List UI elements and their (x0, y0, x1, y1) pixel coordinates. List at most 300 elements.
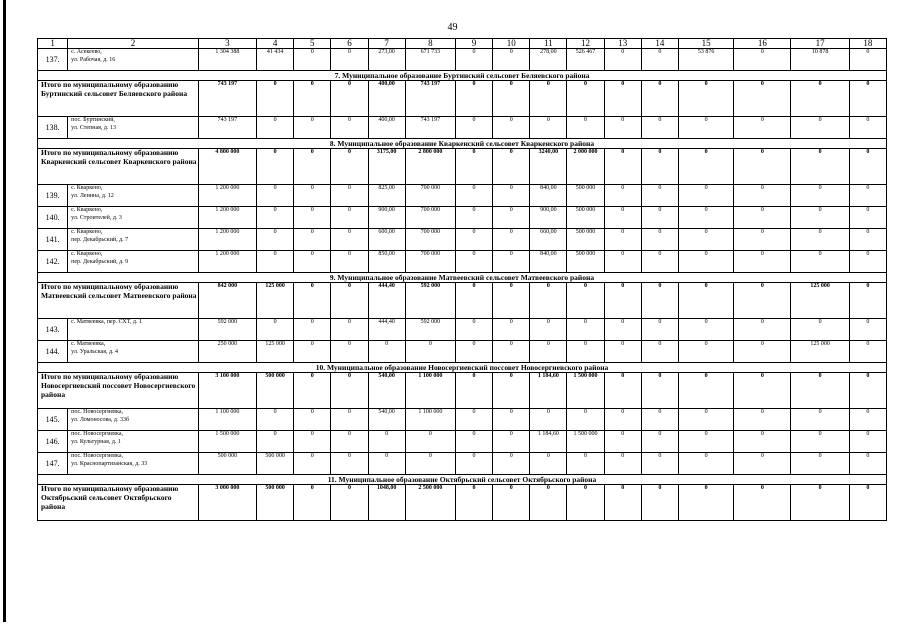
value-cell: 0 (455, 373, 492, 409)
address-cell: с. Кваркено, ул. Строителей, д. 3 (68, 207, 199, 229)
value-cell: 0 (331, 207, 368, 229)
value-cell: 0 (455, 81, 492, 117)
value-cell: 0 (530, 453, 567, 475)
value-cell: 0 (493, 117, 530, 139)
value-cell: 0 (455, 49, 492, 71)
table-row (38, 431, 887, 453)
value-cell: 0 (493, 229, 530, 251)
section-heading-row (38, 475, 887, 485)
value-cell: 0 (641, 229, 678, 251)
value-cell: 0 (331, 485, 368, 521)
value-cell: 0 (849, 283, 886, 319)
value-cell: 0 (493, 373, 530, 409)
value-cell: 0 (604, 49, 641, 71)
value-cell: 0 (678, 283, 733, 319)
subtotal-row (38, 373, 887, 409)
column-number-cell: 5 (294, 39, 331, 49)
value-cell: 0 (493, 81, 530, 117)
value-cell: 0 (734, 117, 791, 139)
section-title: 8. Муниципальное образование Кваркенский сельсовет Кваркенского района (38, 139, 887, 149)
subtotal-row (38, 283, 887, 319)
value-cell: 0 (405, 453, 455, 475)
value-cell: 0 (455, 283, 492, 319)
address-cell: пос. Буртинский, ул. Степная, д. 13 (68, 117, 199, 139)
value-cell: 0 (567, 453, 604, 475)
column-number-cell: 8 (405, 39, 455, 49)
value-cell: 0 (294, 185, 331, 207)
value-cell: 0 (604, 373, 641, 409)
value-cell: 0 (791, 207, 849, 229)
value-cell: 0 (734, 409, 791, 431)
value-cell: 0 (734, 81, 791, 117)
value-cell: 0 (493, 409, 530, 431)
value-cell: 0 (294, 81, 331, 117)
value-cell: 0 (641, 185, 678, 207)
table-row (38, 117, 887, 139)
value-cell: 0 (331, 185, 368, 207)
value-cell: 0 (791, 117, 849, 139)
value-cell: 0 (849, 49, 886, 71)
value-cell: 0 (567, 319, 604, 341)
value-cell: 0 (849, 409, 886, 431)
value-cell: 0 (493, 341, 530, 363)
column-number-cell: 1 (38, 39, 68, 49)
value-cell: 700 000 (405, 251, 455, 273)
value-cell: 0 (641, 453, 678, 475)
value-cell: 0 (641, 319, 678, 341)
value-cell: 0 (791, 229, 849, 251)
column-number-cell: 3 (198, 39, 256, 49)
value-cell: 500 000 (257, 373, 294, 409)
value-cell: 0 (567, 341, 604, 363)
value-cell: 500 000 (567, 229, 604, 251)
value-cell: 671 733 (405, 49, 455, 71)
column-number-cell: 17 (791, 39, 849, 49)
value-cell: 125 000 (791, 341, 849, 363)
value-cell: 0 (678, 341, 733, 363)
value-cell: 0 (734, 341, 791, 363)
value-cell: 0 (641, 409, 678, 431)
value-cell: 900,00 (530, 207, 567, 229)
value-cell: 0 (791, 431, 849, 453)
value-cell: 700 000 (405, 229, 455, 251)
column-number-cell: 6 (331, 39, 368, 49)
value-cell: 0 (257, 207, 294, 229)
section-heading-row (38, 273, 887, 283)
column-number-cell: 18 (849, 39, 886, 49)
value-cell: 500 000 (567, 185, 604, 207)
value-cell: 0 (791, 149, 849, 185)
value-cell: 743 197 (198, 117, 256, 139)
value-cell: 540,00 (368, 373, 405, 409)
value-cell: 0 (734, 229, 791, 251)
value-cell: 2 500 000 (405, 485, 455, 521)
value-cell: 0 (678, 373, 733, 409)
value-cell: 0 (641, 431, 678, 453)
value-cell: 0 (257, 149, 294, 185)
value-cell: 0 (849, 229, 886, 251)
row-number: 140. (38, 207, 68, 229)
value-cell: 1 200 000 (198, 229, 256, 251)
value-cell: 0 (678, 485, 733, 521)
value-cell: 0 (294, 149, 331, 185)
value-cell: 0 (604, 485, 641, 521)
value-cell: 0 (734, 453, 791, 475)
address-cell: пос. Новосергиевка, ул. Краснопартизанская, д. 33 (68, 453, 199, 475)
value-cell: 660,00 (530, 229, 567, 251)
value-cell: 0 (493, 185, 530, 207)
column-number-cell: 9 (455, 39, 492, 49)
value-cell: 840,00 (530, 251, 567, 273)
value-cell: 0 (678, 117, 733, 139)
table-row (38, 319, 887, 341)
value-cell: 0 (331, 229, 368, 251)
value-cell: 278,00 (530, 49, 567, 71)
value-cell: 0 (331, 373, 368, 409)
value-cell: 1 100 000 (405, 373, 455, 409)
value-cell: 0 (567, 81, 604, 117)
row-number: 145. (38, 409, 68, 431)
value-cell: 0 (455, 485, 492, 521)
value-cell: 0 (734, 319, 791, 341)
value-cell: 0 (678, 453, 733, 475)
value-cell: 0 (294, 49, 331, 71)
value-cell: 700 000 (405, 185, 455, 207)
subtotal-label: Итого по муниципальному образованию Буртинский сельсовет Беляевского района (38, 81, 199, 117)
value-cell: 0 (257, 319, 294, 341)
value-cell: 273,00 (368, 49, 405, 71)
row-number: 142. (38, 251, 68, 273)
value-cell: 0 (734, 373, 791, 409)
value-cell: 0 (331, 117, 368, 139)
value-cell: 0 (734, 283, 791, 319)
value-cell: 0 (530, 283, 567, 319)
value-cell: 0 (530, 117, 567, 139)
value-cell: 0 (678, 81, 733, 117)
row-number: 147. (38, 453, 68, 475)
value-cell: 0 (641, 341, 678, 363)
value-cell: 0 (849, 453, 886, 475)
value-cell: 0 (455, 319, 492, 341)
value-cell: 0 (849, 81, 886, 117)
section-heading-row (38, 71, 887, 81)
value-cell: 0 (455, 185, 492, 207)
value-cell: 0 (604, 229, 641, 251)
value-cell: 0 (604, 185, 641, 207)
value-cell: 1 184,60 (530, 373, 567, 409)
value-cell: 0 (331, 453, 368, 475)
value-cell: 2 800 000 (405, 149, 455, 185)
row-number: 137. (38, 49, 68, 71)
value-cell: 500 000 (567, 251, 604, 273)
value-cell: 0 (849, 185, 886, 207)
value-cell: 0 (331, 341, 368, 363)
value-cell: 850,00 (368, 251, 405, 273)
value-cell: 0 (641, 373, 678, 409)
value-cell: 400,00 (368, 117, 405, 139)
value-cell: 0 (604, 149, 641, 185)
value-cell: 1 100 000 (405, 409, 455, 431)
value-cell: 1048,00 (368, 485, 405, 521)
value-cell: 0 (791, 185, 849, 207)
value-cell: 500 000 (257, 485, 294, 521)
value-cell: 0 (604, 117, 641, 139)
value-cell: 0 (849, 149, 886, 185)
value-cell: 0 (493, 207, 530, 229)
value-cell: 0 (493, 319, 530, 341)
value-cell: 0 (294, 229, 331, 251)
value-cell: 600,00 (368, 229, 405, 251)
value-cell: 0 (493, 283, 530, 319)
row-number: 143. (38, 319, 68, 341)
value-cell: 0 (641, 81, 678, 117)
value-cell: 0 (294, 251, 331, 273)
value-cell: 0 (734, 431, 791, 453)
section-title: 11. Муниципальное образование Октябрьский сельсовет Октябрьского района (38, 475, 887, 485)
value-cell: 0 (493, 149, 530, 185)
value-cell: 0 (678, 229, 733, 251)
value-cell: 1 200 000 (198, 251, 256, 273)
value-cell: 743 197 (198, 81, 256, 117)
value-cell: 0 (331, 251, 368, 273)
value-cell: 0 (530, 341, 567, 363)
value-cell: 825,00 (368, 185, 405, 207)
value-cell: 0 (455, 341, 492, 363)
value-cell: 0 (530, 409, 567, 431)
value-cell: 0 (294, 431, 331, 453)
value-cell: 0 (567, 409, 604, 431)
value-cell: 0 (455, 207, 492, 229)
value-cell: 2 000 000 (567, 149, 604, 185)
value-cell: 1 200 000 (198, 185, 256, 207)
column-number-cell: 10 (493, 39, 530, 49)
value-cell: 0 (493, 49, 530, 71)
value-cell: 540,00 (368, 409, 405, 431)
value-cell: 0 (405, 341, 455, 363)
value-cell: 125 000 (257, 283, 294, 319)
value-cell: 0 (567, 283, 604, 319)
subtotal-row (38, 485, 887, 521)
value-cell: 0 (493, 485, 530, 521)
column-number-cell: 13 (604, 39, 641, 49)
value-cell: 0 (455, 431, 492, 453)
table-row (38, 229, 887, 251)
value-cell: 0 (530, 485, 567, 521)
value-cell: 0 (641, 149, 678, 185)
value-cell: 0 (791, 373, 849, 409)
address-cell: с. Асекеево, ул. Рабочая, д. 16 (68, 49, 199, 71)
value-cell: 0 (368, 453, 405, 475)
table-row (38, 453, 887, 475)
subtotal-label: Итого по муниципальному образованию Кваркенский сельсовет Кваркенского района (38, 149, 199, 185)
value-cell: 0 (294, 453, 331, 475)
value-cell: 0 (604, 431, 641, 453)
value-cell: 0 (604, 319, 641, 341)
value-cell: 0 (849, 207, 886, 229)
value-cell: 0 (678, 319, 733, 341)
value-cell: 0 (455, 409, 492, 431)
value-cell: 0 (331, 409, 368, 431)
value-cell: 0 (331, 81, 368, 117)
value-cell: 0 (604, 81, 641, 117)
value-cell: 743 197 (405, 117, 455, 139)
value-cell: 0 (294, 207, 331, 229)
value-cell: 4 800 000 (198, 149, 256, 185)
value-cell: 10 878 (791, 49, 849, 71)
value-cell: 0 (530, 319, 567, 341)
value-cell: 125 000 (257, 341, 294, 363)
value-cell: 0 (294, 117, 331, 139)
value-cell: 0 (604, 453, 641, 475)
value-cell: 0 (641, 485, 678, 521)
value-cell: 0 (791, 81, 849, 117)
value-cell: 700 000 (405, 207, 455, 229)
value-cell: 0 (641, 207, 678, 229)
value-cell: 900,00 (368, 207, 405, 229)
value-cell: 0 (331, 431, 368, 453)
value-cell: 0 (493, 431, 530, 453)
value-cell: 0 (641, 49, 678, 71)
value-cell: 0 (257, 117, 294, 139)
value-cell: 0 (257, 251, 294, 273)
value-cell: 0 (734, 485, 791, 521)
value-cell: 0 (849, 319, 886, 341)
value-cell: 3 000 000 (198, 485, 256, 521)
value-cell: 592 000 (405, 319, 455, 341)
value-cell: 1 500 000 (567, 431, 604, 453)
value-cell: 0 (455, 229, 492, 251)
table-row (38, 341, 887, 363)
value-cell: 0 (849, 341, 886, 363)
value-cell: 0 (641, 117, 678, 139)
value-cell: 0 (791, 409, 849, 431)
section-heading-row (38, 363, 887, 373)
value-cell: 0 (791, 453, 849, 475)
value-cell: 0 (294, 283, 331, 319)
value-cell: 0 (734, 149, 791, 185)
value-cell: 0 (678, 149, 733, 185)
address-cell: с. Кваркено, пер. Декабрьский, д. 7 (68, 229, 199, 251)
value-cell: 526 467 (567, 49, 604, 71)
value-cell: 0 (678, 207, 733, 229)
value-cell: 250 000 (198, 341, 256, 363)
value-cell: 500 000 (198, 453, 256, 475)
row-number: 141. (38, 229, 68, 251)
section-title: 9. Муниципальное образование Матвеевский сельсовет Матвеевского района (38, 273, 887, 283)
value-cell: 0 (604, 251, 641, 273)
value-cell: 0 (849, 373, 886, 409)
value-cell: 0 (604, 409, 641, 431)
column-number-cell: 11 (530, 39, 567, 49)
column-number-cell: 2 (68, 39, 199, 49)
column-number-cell: 4 (257, 39, 294, 49)
value-cell: 1 184,60 (530, 431, 567, 453)
address-cell: с. Кваркено, ул. Ленина, д. 12 (68, 185, 199, 207)
value-cell: 1 500 000 (567, 373, 604, 409)
address-cell: пос. Новосергиевка, ул. Культурная, д. 1 (68, 431, 199, 453)
value-cell: 0 (849, 485, 886, 521)
value-cell: 0 (567, 117, 604, 139)
value-cell: 3 100 000 (198, 373, 256, 409)
column-number-cell: 7 (368, 39, 405, 49)
value-cell: 3175,00 (368, 149, 405, 185)
value-cell: 0 (791, 251, 849, 273)
value-cell: 0 (791, 485, 849, 521)
column-number-cell: 12 (567, 39, 604, 49)
value-cell: 0 (734, 185, 791, 207)
value-cell: 41 434 (257, 49, 294, 71)
binding-edge-bar (3, 0, 6, 622)
value-cell: 1 100 000 (198, 409, 256, 431)
value-cell: 444,40 (368, 319, 405, 341)
column-number-cell: 14 (641, 39, 678, 49)
value-cell: 0 (294, 341, 331, 363)
value-cell: 1 200 000 (198, 207, 256, 229)
table-row (38, 207, 887, 229)
value-cell: 0 (604, 207, 641, 229)
value-cell: 840,00 (530, 185, 567, 207)
address-cell: с. Кваркено, пер. Декабрьский, д. 9 (68, 251, 199, 273)
value-cell: 0 (678, 409, 733, 431)
value-cell: 0 (678, 185, 733, 207)
column-number-cell: 15 (678, 39, 733, 49)
table-row (38, 409, 887, 431)
value-cell: 0 (849, 251, 886, 273)
value-cell: 743 197 (405, 81, 455, 117)
row-number: 146. (38, 431, 68, 453)
value-cell: 0 (641, 251, 678, 273)
column-number-row (38, 39, 887, 49)
value-cell: 0 (257, 81, 294, 117)
section-title: 10. Муниципальное образование Новосергиевский поссовет Новосергиевского района (38, 363, 887, 373)
value-cell: 0 (294, 319, 331, 341)
subtotal-label: Итого по муниципальному образованию Октябрьский сельсовет Октябрьского района (38, 485, 199, 521)
subtotal-label: Итого по муниципальному образованию Матвеевский сельсовет Матвеевского района (38, 283, 199, 319)
column-number-cell: 16 (734, 39, 791, 49)
subtotal-row (38, 81, 887, 117)
data-table (37, 38, 887, 521)
value-cell: 444,40 (368, 283, 405, 319)
value-cell: 0 (257, 185, 294, 207)
value-cell: 0 (849, 431, 886, 453)
value-cell: 0 (455, 149, 492, 185)
row-number: 138. (38, 117, 68, 139)
value-cell: 0 (294, 373, 331, 409)
value-cell: 0 (604, 341, 641, 363)
row-number: 139. (38, 185, 68, 207)
value-cell: 0 (331, 319, 368, 341)
value-cell: 125 000 (791, 283, 849, 319)
value-cell: 0 (734, 207, 791, 229)
value-cell: 0 (530, 81, 567, 117)
subtotal-row (38, 149, 887, 185)
value-cell: 592 000 (198, 319, 256, 341)
value-cell: 842 000 (198, 283, 256, 319)
value-cell: 0 (493, 251, 530, 273)
table-row (38, 185, 887, 207)
table-row (38, 251, 887, 273)
value-cell: 592 000 (405, 283, 455, 319)
value-cell: 0 (849, 117, 886, 139)
value-cell: 0 (641, 283, 678, 319)
value-cell: 0 (567, 485, 604, 521)
value-cell: 0 (294, 409, 331, 431)
value-cell: 0 (455, 453, 492, 475)
address-cell: с. Матвеевка, ул. Уральская, д. 4 (68, 341, 199, 363)
value-cell: 0 (678, 251, 733, 273)
value-cell: 0 (331, 49, 368, 71)
address-cell: с. Матвеевка, пер. СХТ, д. 1 (68, 319, 199, 341)
